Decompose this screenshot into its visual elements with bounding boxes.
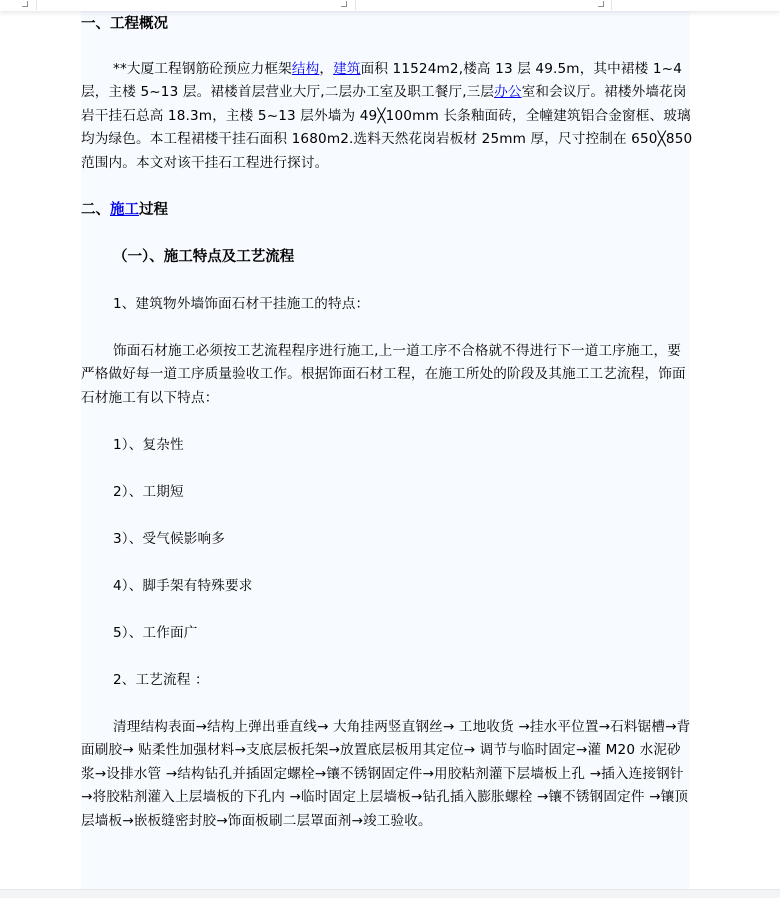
feature-list-item: 4）、脚手架有特殊要求 [113, 577, 253, 594]
subsection-heading: （一）、施工特点及工艺流程 [113, 248, 295, 265]
link-office[interactable]: 办公 [494, 84, 522, 100]
ruler-separator [355, 0, 356, 10]
section-heading-overview: 一、工程概况 [81, 16, 168, 32]
item-title-features: 1、建筑物外墙饰面石材干挂施工的特点： [113, 295, 370, 312]
margin-corner-mark-icon [22, 1, 28, 7]
margin-corner-mark-icon [598, 1, 604, 7]
link-building[interactable]: 建筑 [333, 60, 361, 77]
item-title-process: 2、工艺流程 ： [113, 671, 209, 688]
text-run: **大厦工程钢筋砼预应力框架 [113, 60, 292, 77]
heading-prefix: 二、 [81, 201, 110, 218]
link-construction[interactable]: 施工 [110, 201, 139, 218]
text-run: ， [319, 60, 334, 77]
section-heading-construction [81, 199, 693, 223]
feature-list-item: 2）、工期短 [113, 483, 184, 500]
ruler-separator [611, 0, 612, 10]
text-run: 面积 11524m2,楼高 13 层 49.5m，其中裙楼 1~4 层，主楼 5~13 层。裙楼首层营业大厅,二层办工室及职工餐厅,三层 [81, 60, 683, 100]
overview-paragraph [81, 58, 693, 176]
feature-list-item: 1）、复杂性 [113, 436, 184, 453]
feature-list-item: 5）、工作面广 [113, 624, 198, 641]
features-paragraph: 饰面石材施工必须按工艺流程程序进行施工,上一道工序不合格就不得进行下一道工序施工，要严格做好每一道工序质量验收工作。根据饰面石材工程，在施工所处的阶段及其施工工艺流程，饰面石材施工有以下特点： [81, 342, 686, 406]
heading-suffix: 过程 [139, 201, 168, 218]
document-content [81, 13, 693, 833]
ruler-strip [0, 0, 780, 11]
ruler-separator [36, 0, 37, 10]
process-paragraph: 清理结构表面→结构上弹出垂直线→ 大角挂两竖直钢丝→ 工地收货 →挂水平位置→石料锯槽→背面刷胶→ 贴柔性加强材料→支底层板托架→放置底层板用其定位→ 调节与临时固定→灌 M20 水泥砂浆→设排水管 →结构钻孔并插固定螺栓→镶不锈钢固定件→用胶粘剂灌下层墙板上孔 →插入连接钢针→将胶粘剂灌入上层墙板的下孔内 →临时固定上层墙板→钻孔插入膨胀螺栓 →镶不锈钢固定件 →镶顶层墙板→嵌板缝密封胶→饰面板刷二层罩面剂→竣工验收。 [81, 718, 691, 829]
link-structure[interactable]: 结构 [291, 60, 320, 77]
margin-corner-mark-icon [341, 1, 347, 7]
feature-list-item: 3）、受气候影响多 [113, 530, 225, 547]
text-run: 室和会议厅。裙楼外墙花岗岩干挂石总高 18.3m，主楼 5~13 层外墙为 49╳100mm 长条釉面砖，全幢建筑铝合金窗框、玻璃均为绿色。本工程裙楼干挂石面积 1680m2.选料天然花岗岩板材 25mm 厚，尺寸控制在 650╳850 范围内。本文对该干挂石工程进行探讨。 [81, 84, 693, 171]
